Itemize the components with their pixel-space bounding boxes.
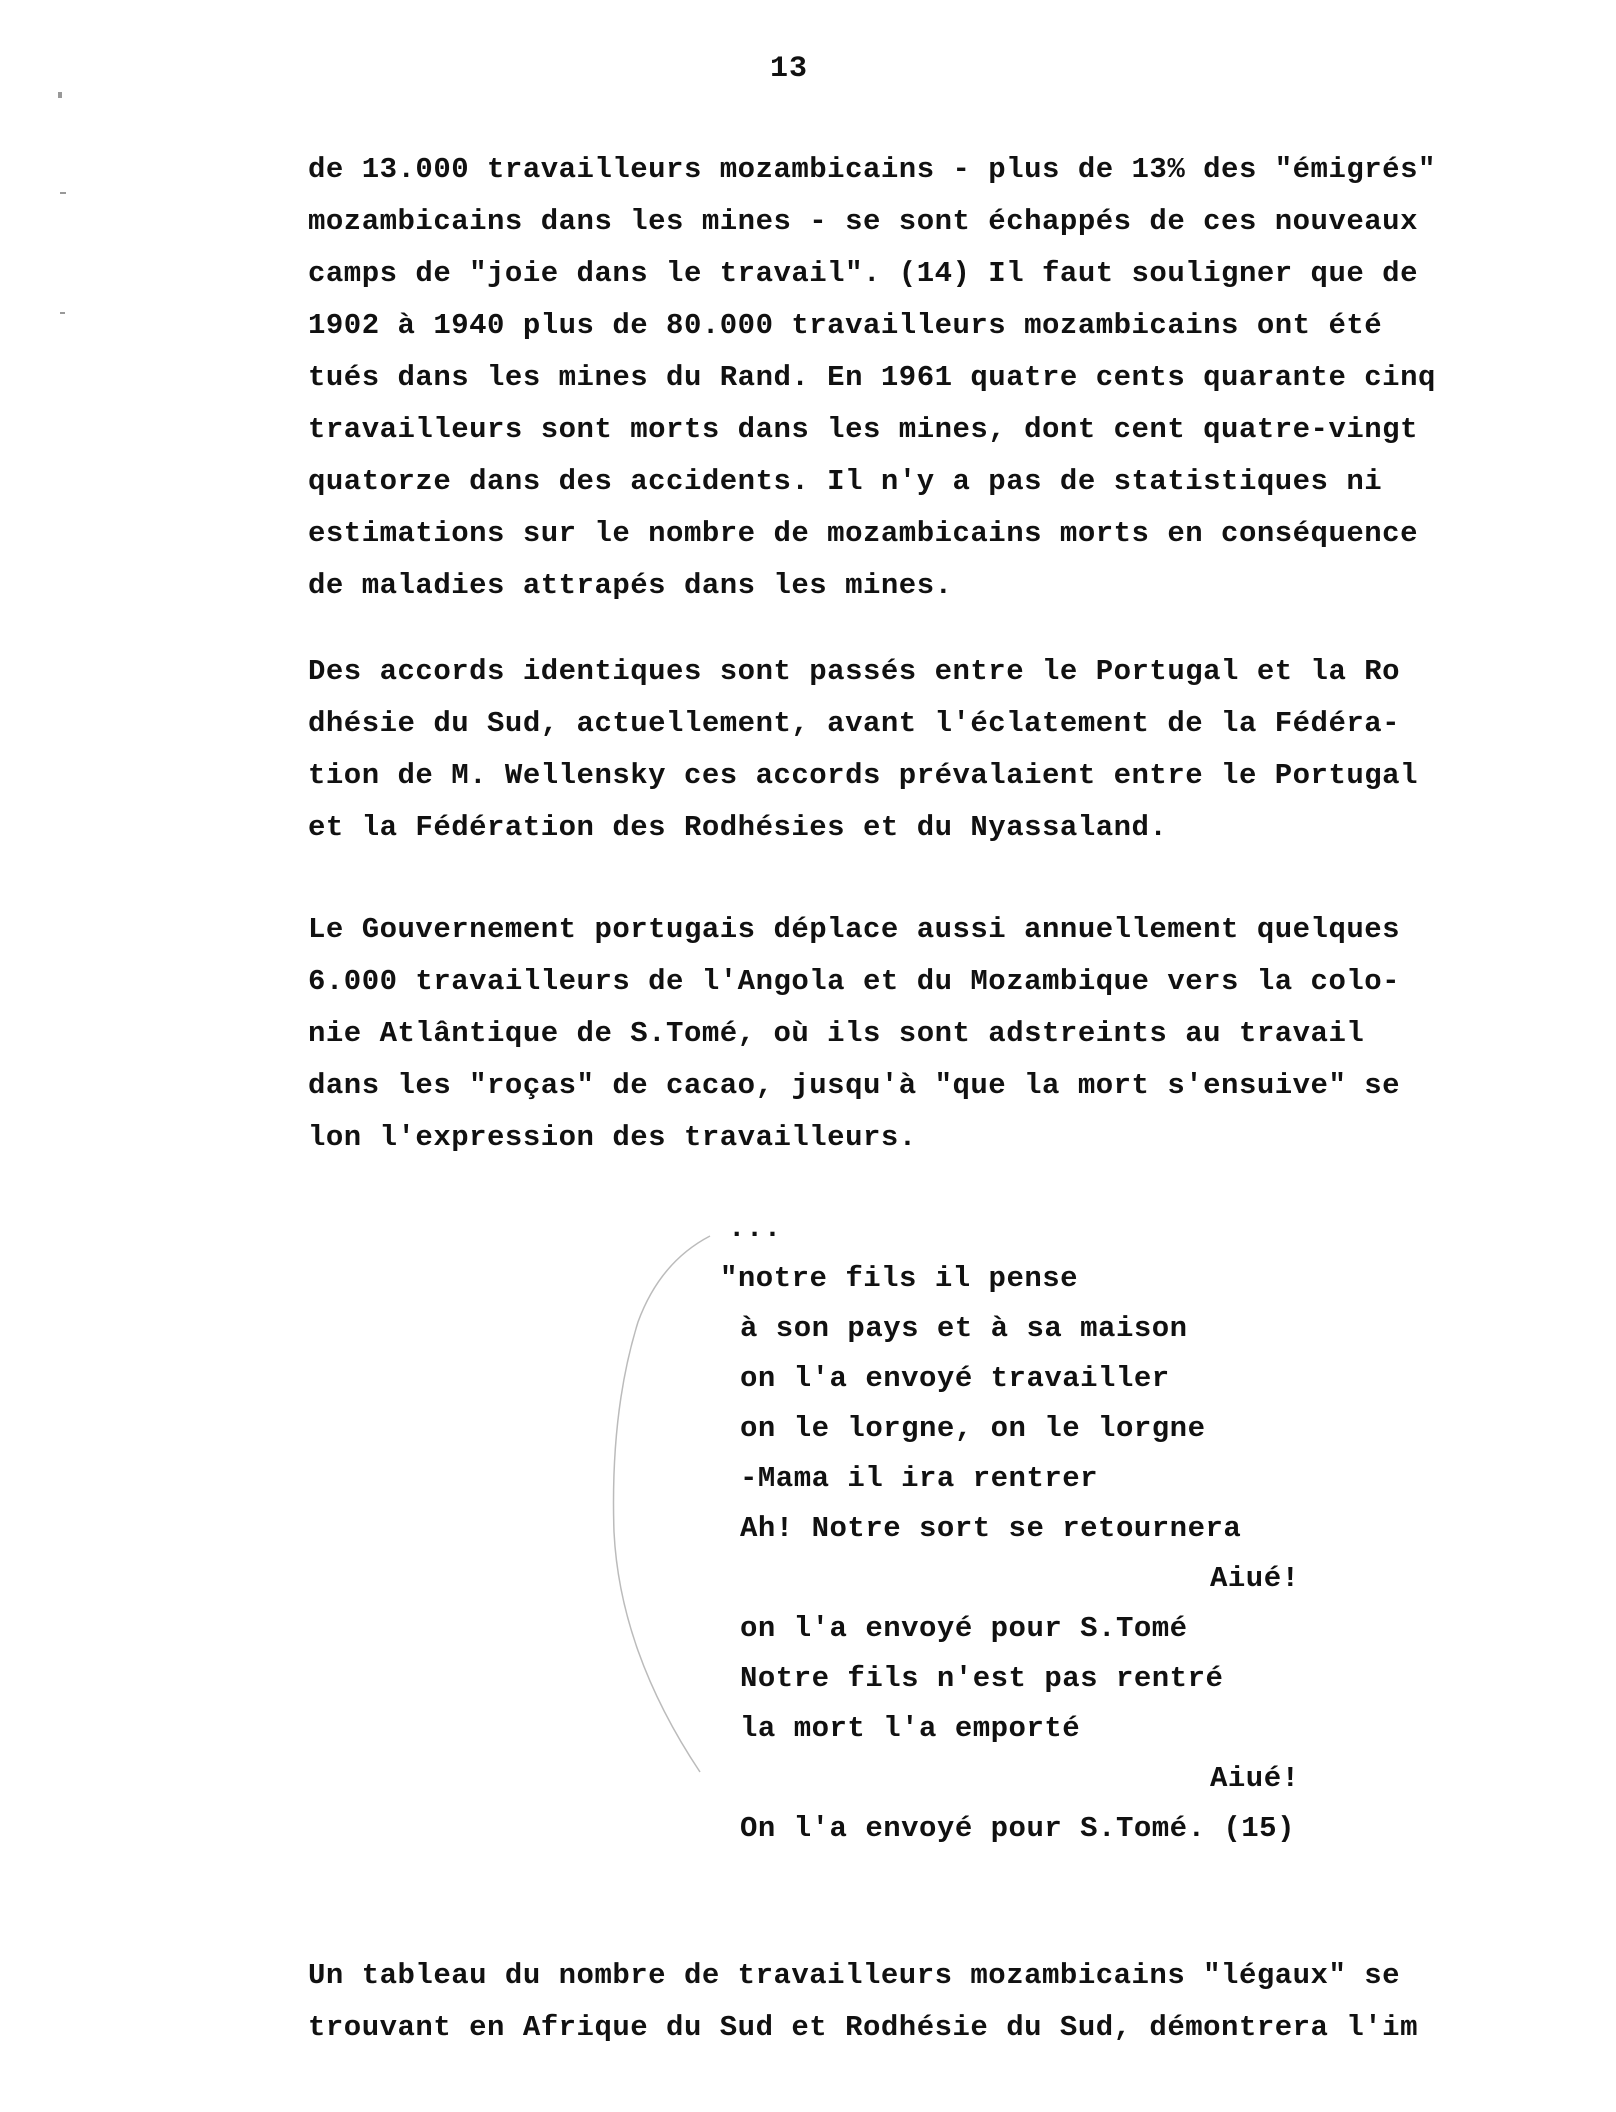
text-line: tués dans les mines du Rand. En 1961 quatre cents quarante cinq (308, 361, 1436, 394)
poem-line: Ah! Notre sort se retournera (740, 1512, 1242, 1545)
page-number: 13 (770, 52, 809, 86)
text-line: camps de "joie dans le travail". (14) Il faut souligner que de (308, 257, 1418, 290)
text-line: mozambicains dans les mines - se sont échappés de ces nouveaux (308, 205, 1418, 238)
poem-quote (720, 1204, 1300, 1854)
poem-line: on le lorgne, on le lorgne (740, 1412, 1206, 1445)
poem-line: Notre fils n'est pas rentré (740, 1662, 1224, 1695)
poem-line: on l'a envoyé pour S.Tomé (740, 1612, 1188, 1645)
text-line: lon l'expression des travailleurs. (308, 1121, 917, 1154)
poem-line: -Mama il ira rentrer (740, 1462, 1099, 1495)
text-line: nie Atlântique de S.Tomé, où ils sont adstreints au travail (308, 1017, 1365, 1050)
poem-line: on l'a envoyé travailler (740, 1362, 1170, 1395)
poem-line: ... (728, 1212, 782, 1245)
text-line: et la Fédération des Rodhésies et du Nyassaland. (308, 811, 1168, 844)
paragraph-sao-tome (308, 904, 1588, 1164)
poem-line: la mort l'a emporté (740, 1712, 1081, 1745)
text-line: trouvant en Afrique du Sud et Rodhésie du Sud, démontrera l'im (308, 2011, 1418, 2044)
text-line: de maladies attrapés dans les mines. (308, 569, 953, 602)
text-line: dans les "roças" de cacao, jusqu'à "que la mort s'ensuive" se (308, 1069, 1401, 1102)
margin-mark (60, 312, 65, 314)
text-line: 6.000 travailleurs de l'Angola et du Mozambique vers la colo- (308, 965, 1401, 998)
text-line: estimations sur le nombre de mozambicains morts en conséquence (308, 517, 1418, 550)
poem-line: Aiué! (1210, 1562, 1300, 1595)
poem-line: à son pays et à sa maison (740, 1312, 1188, 1345)
text-line: travailleurs sont morts dans les mines, dont cent quatre-vingt (308, 413, 1418, 446)
text-line: de 13.000 travailleurs mozambicains - plus de 13% des "émigrés" (308, 153, 1436, 186)
text-line: 1902 à 1940 plus de 80.000 travailleurs mozambicains ont été (308, 309, 1383, 342)
text-line: Le Gouvernement portugais déplace aussi annuellement quelques (308, 913, 1401, 946)
paragraph-mine-workers (308, 144, 1588, 612)
poem-line: On l'a envoyé pour S.Tomé. (15) (740, 1812, 1295, 1845)
paragraph-rhodesia-accords (308, 646, 1588, 854)
paragraph-table-intro (308, 1950, 1588, 2054)
text-line: tion de M. Wellensky ces accords prévalaient entre le Portugal (308, 759, 1418, 792)
text-line: quatorze dans des accidents. Il n'y a pas de statistiques ni (308, 465, 1383, 498)
margin-mark (58, 92, 62, 98)
handwritten-stroke (600, 1232, 720, 1792)
text-line: dhésie du Sud, actuellement, avant l'éclatement de la Fédéra- (308, 707, 1401, 740)
margin-mark (60, 192, 66, 194)
text-line: Des accords identiques sont passés entre le Portugal et la Ro (308, 655, 1401, 688)
poem-line: Aiué! (1210, 1762, 1300, 1795)
poem-line: "notre fils il pense (720, 1262, 1079, 1295)
text-line: Un tableau du nombre de travailleurs mozambicains "légaux" se (308, 1959, 1401, 1992)
